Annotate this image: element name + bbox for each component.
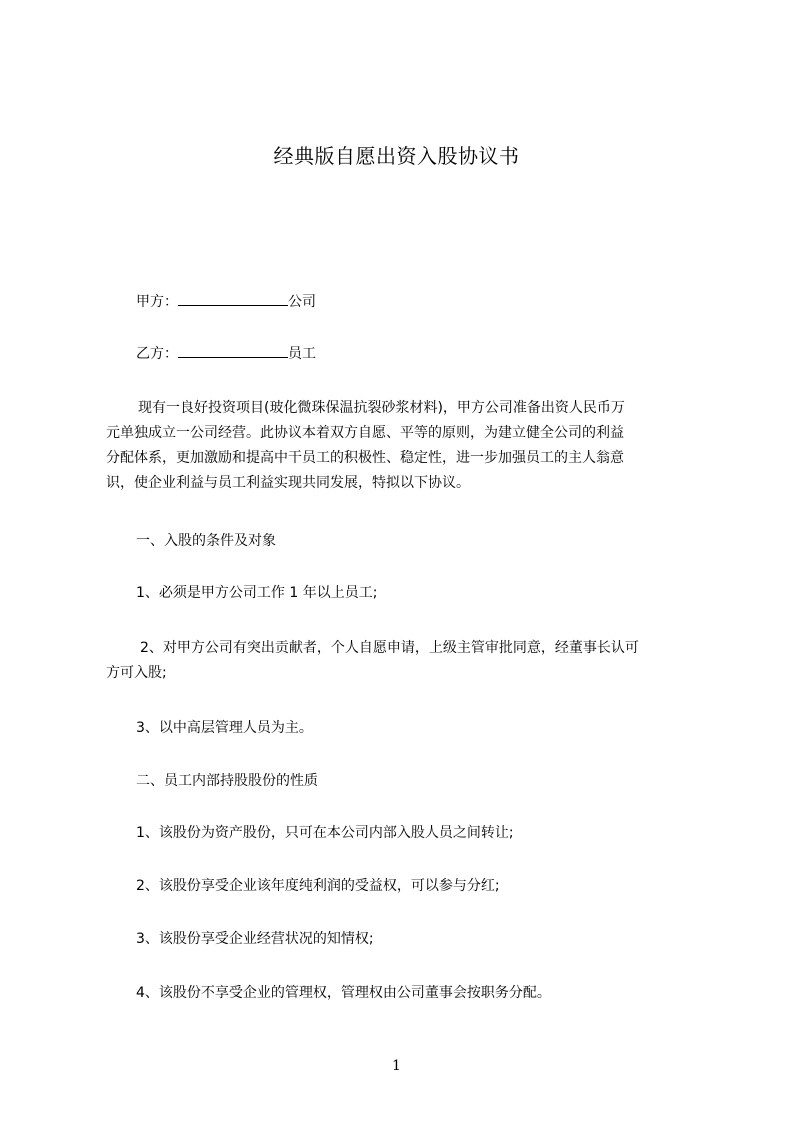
- section-2-heading: 二、员工内部持股股份的性质: [136, 773, 318, 789]
- intro-paragraph: [106, 396, 714, 496]
- section-1-heading: 一、入股的条件及对象: [136, 533, 276, 549]
- section-2-item-4: 4、该股份不享受企业的管理权，管理权由公司董事会按职务分配。: [136, 985, 551, 1001]
- party-a-label: 甲方：: [136, 294, 178, 310]
- section-2-item-2: 2、该股份享受企业该年度纯利润的受益权，可以参与分红;: [136, 878, 500, 894]
- party-b-label: 乙方：: [136, 346, 178, 362]
- party-b-suffix: 员工: [288, 346, 316, 362]
- intro-line: 现有一良好投资项目(玻化微珠保温抗裂砂浆材料)，甲方公司准备出资人民币万: [138, 400, 625, 416]
- section-1-item-2: [106, 636, 714, 686]
- section-1-item-1: 1、必须是甲方公司工作 1 年以上员工;: [136, 585, 378, 601]
- page-number: 1: [392, 1058, 401, 1074]
- party-a-blank: [178, 291, 288, 306]
- section-2-item-1: 1、该股份为资产股份，只可在本公司内部入股人员之间转让;: [136, 825, 514, 841]
- section-2-item-3: 3、该股份享受企业经营状况的知情权;: [136, 931, 374, 947]
- party-a-suffix: 公司: [288, 294, 316, 310]
- section-1-item-2-line: 方可入股;: [106, 665, 167, 681]
- section-1-item-2-line: 2、对甲方公司有突出贡献者，个人自愿申请，上级主管审批同意，经董事长认可: [140, 640, 639, 656]
- party-b-blank: [178, 343, 288, 358]
- intro-line: 识，使企业利益与员工利益实现共同发展，特拟以下协议。: [106, 475, 470, 491]
- party-a-line: [136, 291, 316, 312]
- section-1-item-3: 3、以中高层管理人员为主。: [136, 720, 313, 736]
- party-b-line: [136, 343, 316, 364]
- intro-line: 元单独成立一公司经营。此协议本着双方自愿、平等的原则，为建立健全公司的利益: [106, 425, 624, 441]
- document-title: 经典版自愿出资入股协议书: [273, 144, 520, 168]
- intro-line: 分配体系，更加激励和提高中干员工的积极性、稳定性，进一步加强员工的主人翁意: [106, 450, 624, 466]
